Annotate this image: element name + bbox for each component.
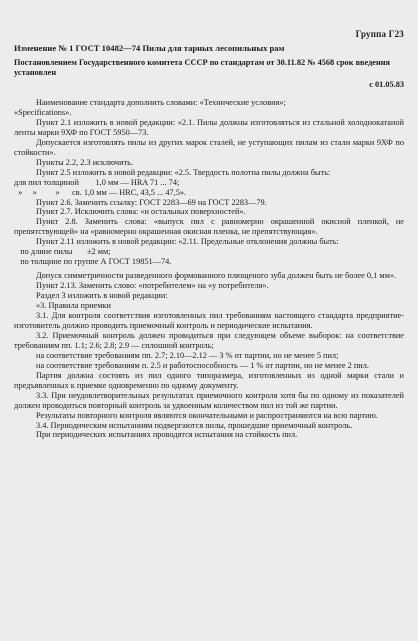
paragraph: Пункт 2.7. Исключить слова: «и остальных поверхностей». (36, 207, 246, 217)
paragraph: Результаты повторного контроля являются окончательными и распространяются на всю партию. (36, 410, 378, 420)
paragraph: 3.3. При неудовлетворительных результатах приемочного контроля хотя бы по одному из показателей должен проводиться повторный контроль за удвоенным количеством пил из той же партии. (14, 390, 404, 410)
paragraph: по толщине по группе А ГОСТ 19851—74. (14, 257, 172, 267)
paragraph: Допуск симметричности разведенного формованного плющеного зуба должен быть не более 0,1 мм». (36, 271, 397, 281)
decree-text: Постановлением Государственного комитета СССР по стандартам от 30.11.82 № 4568 срок введения установлен (14, 58, 391, 77)
paragraph: по длине пилы ±2 мм; (14, 247, 111, 257)
paragraph: 3.1. Для контроля соответствия изготовленных пил требованиям настоящего стандарта предприятие-изготовитель должно проводить приемочный контроль и периодические испытания. (14, 311, 404, 330)
paragraph: Допускается изготовлять пилы из других марок сталей, не уступающих пилам из стали марки 9ХФ по стойкости». (14, 137, 404, 157)
effective-date: с 01.05.83 (369, 80, 404, 89)
paragraph: » » » св. 1,0 мм — HRC, 43,5 ... 47,5». (14, 187, 187, 197)
paragraph: При периодических испытаниях проводятся испытания на стойкость пил. (36, 430, 298, 440)
paragraph: для пил толщиной 1,0 мм — HRA 71 ... 74; (14, 177, 180, 187)
group-code: Группа Г23 (355, 29, 404, 39)
paragraph: Пункт 2.8. Заменить слова: «выпуск пил с равномерно окрашенной окисной пленкой, не препятствующей» на «равномерно окрашенная окисная пленка, не препятствующая». (14, 217, 404, 237)
paragraph: 3.2. Приемочный контроль должен проводиться при следующем объеме выборок: на соответствие требованиям пп. 1.1; 2.6; 2.8; 2.9 — сплошной контроль; (14, 330, 404, 350)
paragraph: «3. Правила приемки (36, 301, 111, 311)
paragraph: на соответствие требованиям п. 2.5 и работоспособность — 1 % от партии, но не менее 2 пил. (36, 360, 369, 370)
paragraph: Партия должна состоять из пил одного типоразмера, изготовленных из одной марки стали и предъявленных к приемке одновременно по одному документу. (14, 370, 404, 390)
paragraph: Пункт 2.1 изложить в новой редакции: «2.1. Пилы должны изготовляться из стальной холоднокатаной ленты марки 9ХФ по ГОСТ 5950—73. (14, 117, 404, 137)
paragraph: 3.4. Периодическим испытаниям подвергаются пилы, прошедшие приемочный контроль. (36, 420, 353, 430)
paragraph: Пункты 2.2, 2.3 исключить. (36, 157, 134, 167)
paragraph: на соответствие требованиям пп. 2.7; 2.10—2.12 — 3 % от партии, но не менее 5 пил; (36, 350, 339, 360)
paragraph: Раздел 3 изложить в новой редакции: (36, 291, 168, 301)
paragraph: Пункт 2.6. Заменить ссылку: ГОСТ 2283—69 на ГОСТ 2283—79. (36, 197, 267, 207)
paragraph: «Specifications». (14, 107, 72, 117)
document-body (14, 98, 404, 440)
paragraph: Пункт 2.5 изложить в новой редакции: «2.5. Твердость полотна пилы должна быть: (36, 167, 331, 177)
paragraph: Пункт 2.13. Заменить слово: «потребителем» на «у потребителя». (36, 281, 269, 291)
paragraph: Пункт 2.11 изложить в новой редакции: «2.11. Предельные отклонения должны быть: (36, 237, 339, 247)
amendment-title: Изменение № 1 ГОСТ 10482—74 Пилы для тарных лесопильных рам (14, 43, 285, 53)
paragraph: Наименование стандарта дополнить словами: «Технические условия»; (36, 98, 286, 107)
